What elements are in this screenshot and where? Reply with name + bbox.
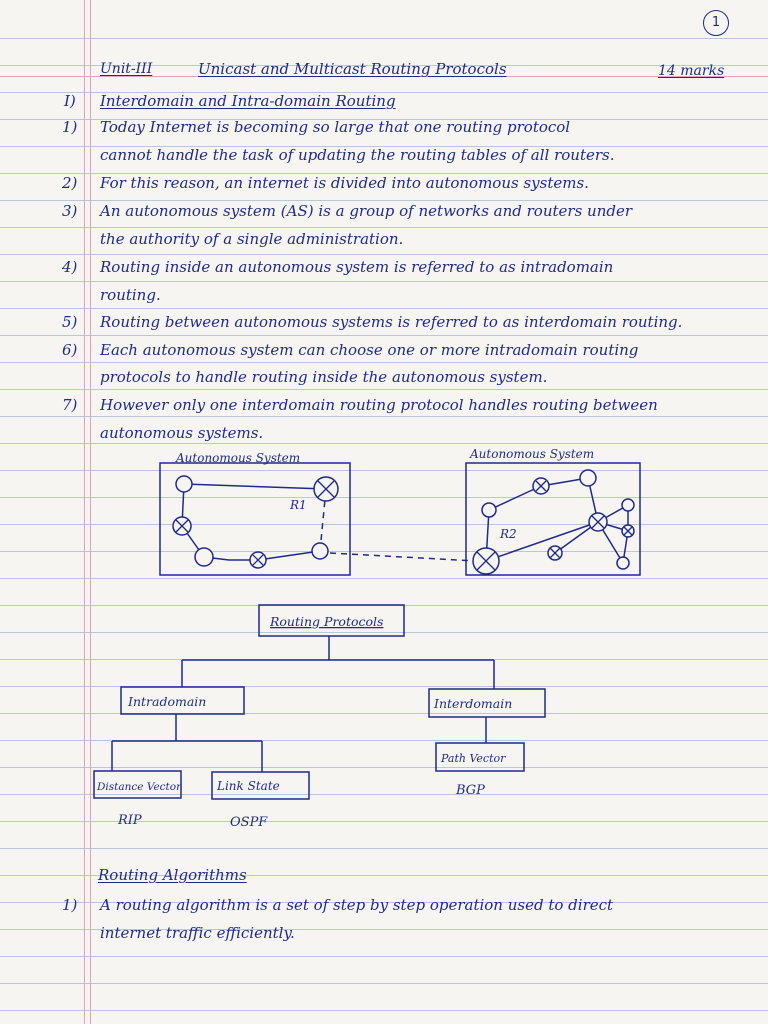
point-line: An autonomous system (AS) is a group of networks and routers under xyxy=(100,202,633,220)
router-r1-label: R1 xyxy=(290,498,307,512)
host-node xyxy=(580,470,596,486)
host-node xyxy=(195,548,213,566)
host-node xyxy=(617,557,629,569)
as-right-label: Autonomous System xyxy=(470,447,595,461)
marks-label: 14 marks xyxy=(658,63,725,79)
host-node xyxy=(622,499,634,511)
point-line: Today Internet is becoming so large that one routing protocol xyxy=(100,118,571,136)
router-r2-label: R2 xyxy=(500,527,517,541)
point-number: 5) xyxy=(62,313,78,331)
rip-label: RIP xyxy=(118,813,142,828)
point-line: Routing inside an autonomous system is referred to as intradomain xyxy=(100,258,614,276)
point-line: Each autonomous system can choose one or more intradomain routing xyxy=(100,341,639,359)
ospf-label: OSPF xyxy=(230,815,268,830)
point-line: cannot handle the task of updating the routing tables of all routers. xyxy=(100,146,615,164)
intradomain-label: Intradomain xyxy=(128,694,207,709)
point-line: internet traffic efficiently. xyxy=(100,924,295,942)
point-line: protocols to handle routing inside the autonomous system. xyxy=(100,368,548,386)
host-node xyxy=(312,543,328,559)
point-line: autonomous systems. xyxy=(100,424,264,442)
point-number: 2) xyxy=(62,174,78,192)
point-line: Routing between autonomous systems is referred to as interdomain routing. xyxy=(100,313,683,331)
point-line: However only one interdomain routing protocol handles routing between xyxy=(100,396,658,414)
unit-label: Unit-III xyxy=(100,61,153,77)
path-vector-label: Path Vector xyxy=(441,752,506,765)
routing-protocols-label: Routing Protocols xyxy=(270,614,384,629)
point-number: 7) xyxy=(62,396,78,414)
point-line: For this reason, an internet is divided into autonomous systems. xyxy=(100,174,589,192)
point-line: A routing algorithm is a set of step by step operation used to direct xyxy=(100,896,614,914)
distance-vector-label: Distance Vector xyxy=(97,781,182,793)
as-left-label: Autonomous System xyxy=(176,451,301,465)
section-marker: I) xyxy=(64,92,76,110)
bgp-label: BGP xyxy=(456,783,485,798)
host-node xyxy=(482,503,496,517)
point-number: 3) xyxy=(62,202,78,220)
page-number: 1 xyxy=(703,10,729,36)
host-node xyxy=(176,476,192,492)
point-number: 6) xyxy=(62,341,78,359)
point-number: 4) xyxy=(62,258,78,276)
link-state-label: Link State xyxy=(217,779,280,793)
point-number: 1) xyxy=(62,896,78,914)
point-line: routing. xyxy=(100,286,161,304)
point-number: 1) xyxy=(62,118,78,136)
page-title: Unicast and Multicast Routing Protocols xyxy=(198,60,507,78)
section-heading: Routing Algorithms xyxy=(98,866,247,884)
interdomain-label: Interdomain xyxy=(434,696,513,711)
point-line: the authority of a single administration. xyxy=(100,230,404,248)
section-heading: Interdomain and Intra-domain Routing xyxy=(100,92,396,110)
